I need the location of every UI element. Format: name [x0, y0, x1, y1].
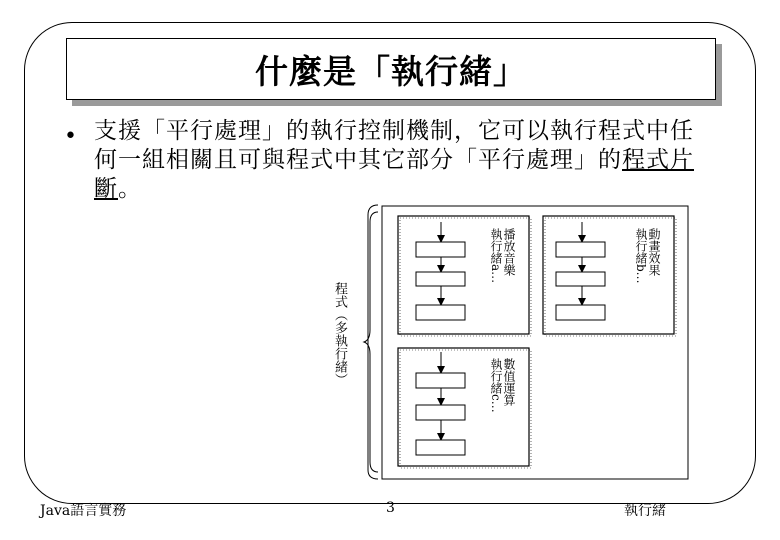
bullet-text-link: 程式片斷 [94, 147, 694, 202]
bullet-text-pre: 支援「平行處理」的執行控制機制，它可以執行程式中任何一組相關且可與程式中其它部分「平行處理」的 [94, 118, 694, 173]
slide-title: 什麼是「執行緒」 [255, 51, 527, 91]
footer-topic: 執行緒 [624, 503, 666, 519]
footer-page-number: 3 [386, 500, 395, 516]
thread-c-label-2: 執行緒c… [489, 358, 503, 413]
footer-course: Java語言實務 [40, 503, 127, 519]
program-label: 程式（多執行緒） [332, 282, 347, 386]
thread-b-label-2: 執行緒b… [634, 228, 648, 284]
thread-b-label-1: 動畫效果 [647, 228, 661, 276]
thread-a-label-2: 執行緒a… [489, 228, 503, 284]
program-curly-brace [364, 212, 378, 472]
thread-c-label-1: 數值運算 [502, 358, 516, 406]
bullet-point-icon: • [64, 124, 77, 149]
thread-a-label-1: 播放音樂 [502, 228, 516, 276]
bullet-text-post: 。 [118, 176, 142, 202]
